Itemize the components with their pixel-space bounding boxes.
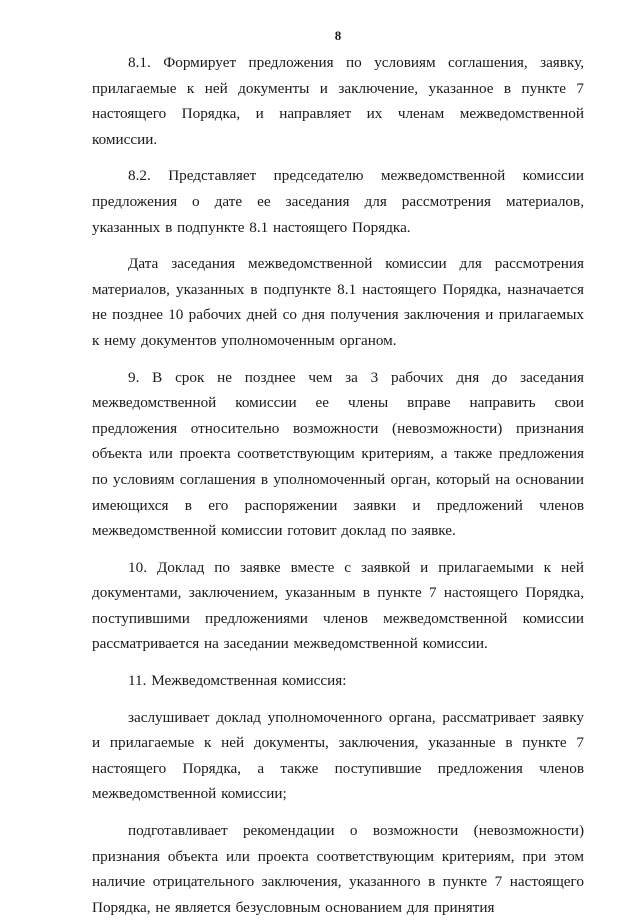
- paragraph-9: 9. В срок не позднее чем за 3 рабочих дня до заседания межведомственной комиссии ее члены вправе направить свои предложения относительно возможности (невозможности) признания объекта или проекта соответствующим критериям, а также предложения по условиям соглашения в уполномоченный орган, который на основании имеющихся в его распоряжении заявки и предложений членов межведомственной комиссии готовит доклад по заявке.: [92, 368, 584, 540]
- paragraph-11-hears-report: заслушивает доклад уполномоченного органа, рассматривает заявку и прилагаемые к ней документы, заключения, указанные в пункте 7 настоящего Порядка, а также поступившие предложения членов межведомственной комиссии;: [92, 708, 584, 803]
- paragraph-8-1: 8.1. Формирует предложения по условиям соглашения, заявку, прилагаемые к ней документы и заключение, указанное в пункте 7 настоящего Порядка, и направляет их членам межведомственной комиссии.: [92, 54, 584, 148]
- paragraph-11-prepares-recommendations: подготавливает рекомендации о возможности (невозможности) признания объекта или проекта соответствующим критериям, при этом наличие отрицательного заключения, указанного в пункте 7 настоящего Порядка, не является безусловным основанием для принятия: [92, 822, 584, 916]
- paragraph-meeting-date: Дата заседания межведомственной комиссии для рассмотрения материалов, указанных в подпункте 8.1 настоящего Порядка, назначается не позднее 10 рабочих дней со дня получения заключения и прилагаемых к нему документов уполномоченным органом.: [92, 255, 584, 349]
- paragraph-10: 10. Доклад по заявке вместе с заявкой и прилагаемыми к ней документами, заключением, указанным в пункте 7 настоящего Порядка, поступившими предложениями членов межведомственной комиссии рассматривается на заседании межведомственной комиссии.: [92, 558, 584, 653]
- paragraph-8-2: 8.2. Представляет председателю межведомственной комиссии предложения о дате ее заседания для рассмотрения материалов, указанных в подпункте 8.1 настоящего Порядка.: [92, 167, 584, 236]
- paragraph-11: 11. Межведомственная комиссия:: [128, 672, 347, 690]
- page-number: 8: [334, 28, 342, 43]
